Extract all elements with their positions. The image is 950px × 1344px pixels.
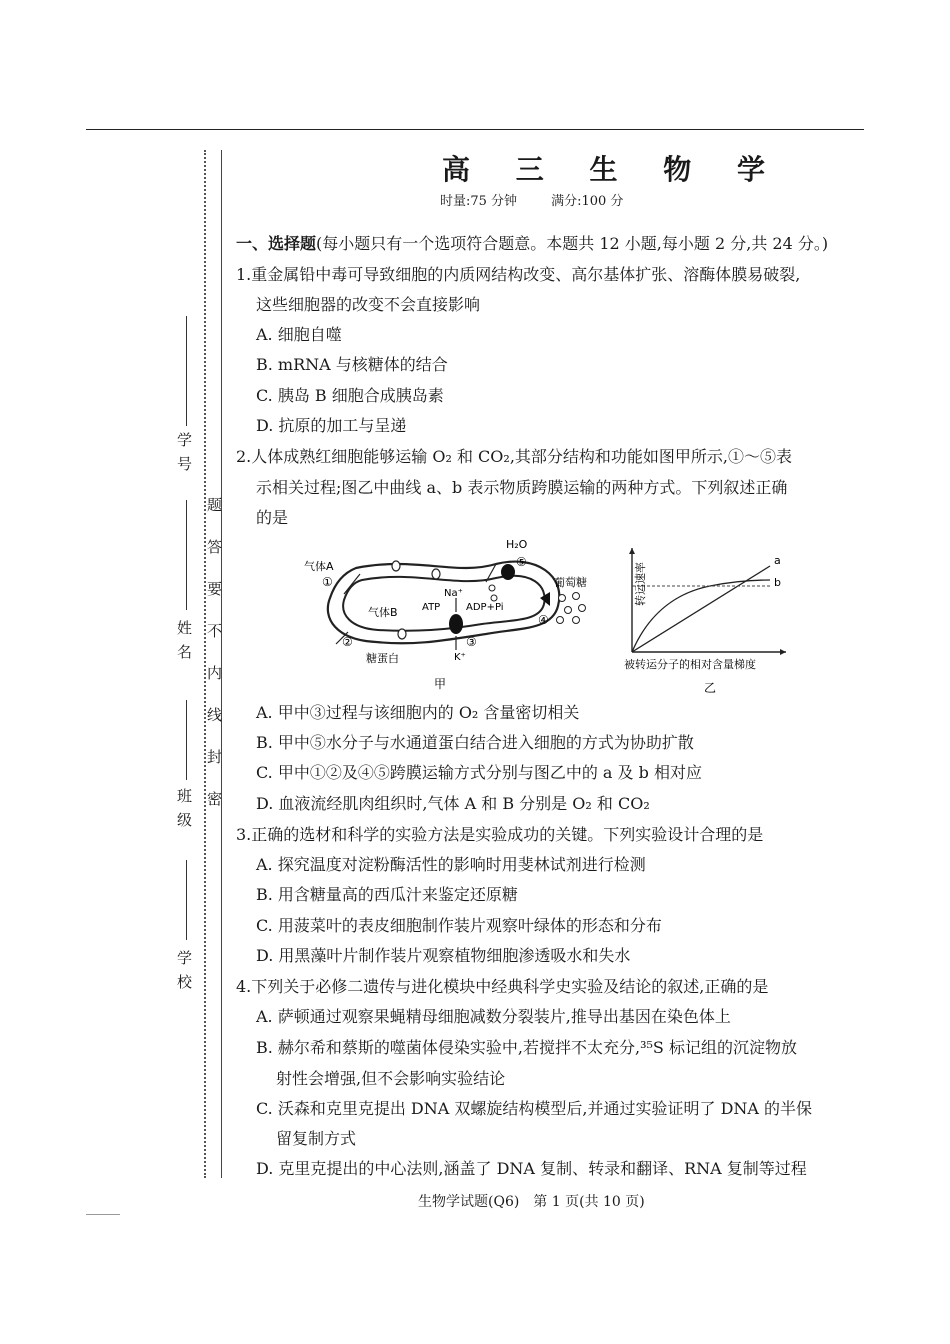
- question-1-option-c: C. 胰岛 B 细胞合成胰岛素: [256, 386, 444, 405]
- question-1-option-a: A. 细胞自噬: [256, 325, 342, 344]
- label-atp: ATP: [422, 602, 441, 613]
- glucose-dot: [579, 605, 586, 612]
- gas-a-site: [392, 561, 400, 571]
- curve-b: [632, 580, 770, 652]
- question-1-option-b: B. mRNA 与核糖体的结合: [256, 355, 448, 374]
- question-4-option-c: C. 沃森和克里克提出 DNA 双螺旋结构模型后,并通过实验证明了 DNA 的半保: [256, 1099, 813, 1118]
- question-3-option-d: D. 用黑藻叶片制作装片观察植物细胞渗透吸水和失水: [256, 946, 631, 965]
- class-blank: [186, 700, 187, 780]
- section-rule: (每小题只有一个选项符合题意。本题共 12 小题,每小题 2 分,共 24 分。): [316, 234, 829, 253]
- seal-dotted-line: [204, 150, 206, 1178]
- question-1-option-d: D. 抗原的加工与呈递: [256, 416, 407, 435]
- question-2-option-d: D. 血液流经肌肉组织时,气体 A 和 B 分别是 O₂ 和 CO₂: [256, 794, 650, 813]
- figure-b-transport-chart: [610, 540, 810, 700]
- y-axis-label: 转运速率: [634, 562, 647, 606]
- label-water: H₂O: [506, 538, 528, 551]
- question-2-stem-end: 的是: [256, 508, 289, 527]
- school-blank: [186, 860, 187, 940]
- section-heading: [236, 233, 828, 255]
- x-axis-label: 被转运分子的相对含量梯度: [624, 658, 756, 671]
- question-1-stem-cont: 这些细胞器的改变不会直接影响: [256, 295, 481, 314]
- label-adp: ADP+Pi: [466, 602, 504, 613]
- seal-word: 内: [207, 664, 223, 682]
- question-3-option-b: B. 用含糖量高的西瓜汁来鉴定还原糖: [256, 885, 518, 904]
- seal-word: 封: [207, 748, 223, 766]
- curve-b-label: b: [774, 576, 781, 589]
- glucose-dot: [557, 617, 564, 624]
- curve-a: [632, 566, 770, 652]
- seal-word: 答: [207, 538, 223, 556]
- time-limit: 时量:75 分钟: [440, 194, 518, 209]
- number-label: 学 号: [175, 432, 193, 473]
- water-dot: [489, 585, 495, 591]
- water-channel: [501, 564, 515, 580]
- label-p5: ⑤: [516, 555, 527, 569]
- name-blank: [186, 500, 187, 610]
- seal-word: 密: [207, 790, 223, 808]
- figure-b-caption: 乙: [704, 681, 717, 695]
- glucose-dot: [573, 617, 580, 624]
- curve-a-label: a: [774, 554, 781, 567]
- page-footer: 生物学试题(Q6) 第 1 页(共 10 页): [418, 1194, 645, 1210]
- gas-b-site: [398, 629, 406, 639]
- question-2-option-c: C. 甲中①②及④⑤跨膜运输方式分别与图乙中的 a 及 b 相对应: [256, 763, 702, 782]
- seal-word: 不: [207, 622, 223, 640]
- label-p4: ④: [538, 613, 549, 627]
- question-3-option-c: C. 用菠菜叶的表皮细胞制作装片观察叶绿体的形态和分布: [256, 916, 662, 935]
- label-glucose: 葡萄糖: [554, 576, 587, 589]
- page-title: 高 三 生 物 学: [442, 153, 783, 186]
- school-label: 学 校: [175, 950, 193, 991]
- label-p1: ①: [322, 575, 333, 589]
- question-4-option-b-cont: 射性会增强,但不会影响实验结论: [276, 1069, 506, 1088]
- question-4-option-c-cont: 留复制方式: [276, 1129, 357, 1148]
- full-score: 满分:100 分: [551, 194, 624, 209]
- question-3-option-a: A. 探究温度对淀粉酶活性的影响时用斐林试剂进行检测: [256, 855, 646, 874]
- section-title: 一、选择题: [236, 234, 317, 253]
- glucose-dot: [573, 593, 580, 600]
- glucose-dot: [559, 595, 566, 602]
- label-gas-b: 气体B: [368, 606, 398, 619]
- exam-meta: [440, 190, 657, 209]
- seal-word: 要: [207, 580, 223, 598]
- pump-protein: [449, 614, 463, 634]
- name-label: 姓 名: [175, 620, 193, 661]
- label-gas-a: 气体A: [304, 560, 334, 573]
- question-1-stem: 1.重金属铅中毒可导致细胞的内质网结构改变、高尔基体扩张、溶酶体膜易破裂,: [236, 265, 801, 284]
- question-4-option-b: B. 赫尔希和蔡斯的噬菌体侵染实验中,若搅拌不太充分,³⁵S 标记组的沉淀物放: [256, 1038, 797, 1057]
- seal-word: 线: [207, 706, 223, 724]
- number-blank: [186, 316, 187, 426]
- figure-a-cell-membrane: [296, 536, 606, 696]
- label-na: Na⁺: [444, 588, 463, 599]
- seal-word: 题: [207, 496, 223, 514]
- inner-membrane: [343, 576, 544, 631]
- glucose-dot: [565, 607, 572, 614]
- question-2-option-a: A. 甲中③过程与该细胞内的 O₂ 含量密切相关: [256, 703, 580, 722]
- x-axis-arrow: [780, 649, 786, 655]
- figure-a-caption: 甲: [434, 677, 447, 691]
- question-3-stem: 3.正确的选材和科学的实验方法是实验成功的关键。下列实验设计合理的是: [236, 825, 764, 844]
- header-rule: [86, 129, 864, 130]
- label-p2: ②: [342, 635, 353, 649]
- label-glycoprotein: 糖蛋白: [366, 652, 399, 665]
- y-axis-arrow: [629, 548, 635, 554]
- question-4-option-d: D. 克里克提出的中心法则,涵盖了 DNA 复制、转录和翻译、RNA 复制等过程: [256, 1159, 807, 1178]
- label-k: K⁺: [454, 652, 466, 663]
- outer-membrane: [328, 562, 559, 644]
- corner-mark: [86, 1214, 120, 1215]
- water-dot: [491, 595, 497, 601]
- class-label: 班 级: [175, 788, 193, 829]
- question-2-stem: 2.人体成熟红细胞能够运输 O₂ 和 CO₂,其部分结构和功能如图甲所示,①～⑤表: [236, 447, 793, 466]
- question-4-stem: 4.下列关于必修二遗传与进化模块中经典科学史实验及结论的叙述,正确的是: [236, 977, 769, 996]
- question-2-option-b: B. 甲中⑤水分子与水通道蛋白结合进入细胞的方式为协助扩散: [256, 733, 694, 752]
- arrow-1: [344, 574, 360, 594]
- label-p3: ③: [466, 635, 477, 649]
- question-2-stem-cont: 示相关过程;图乙中曲线 a、b 表示物质跨膜运输的两种方式。下列叙述正确: [256, 478, 788, 497]
- channel-site: [432, 569, 440, 579]
- question-4-option-a: A. 萨顿通过观察果蝇精母细胞减数分裂装片,推导出基因在染色体上: [256, 1007, 731, 1026]
